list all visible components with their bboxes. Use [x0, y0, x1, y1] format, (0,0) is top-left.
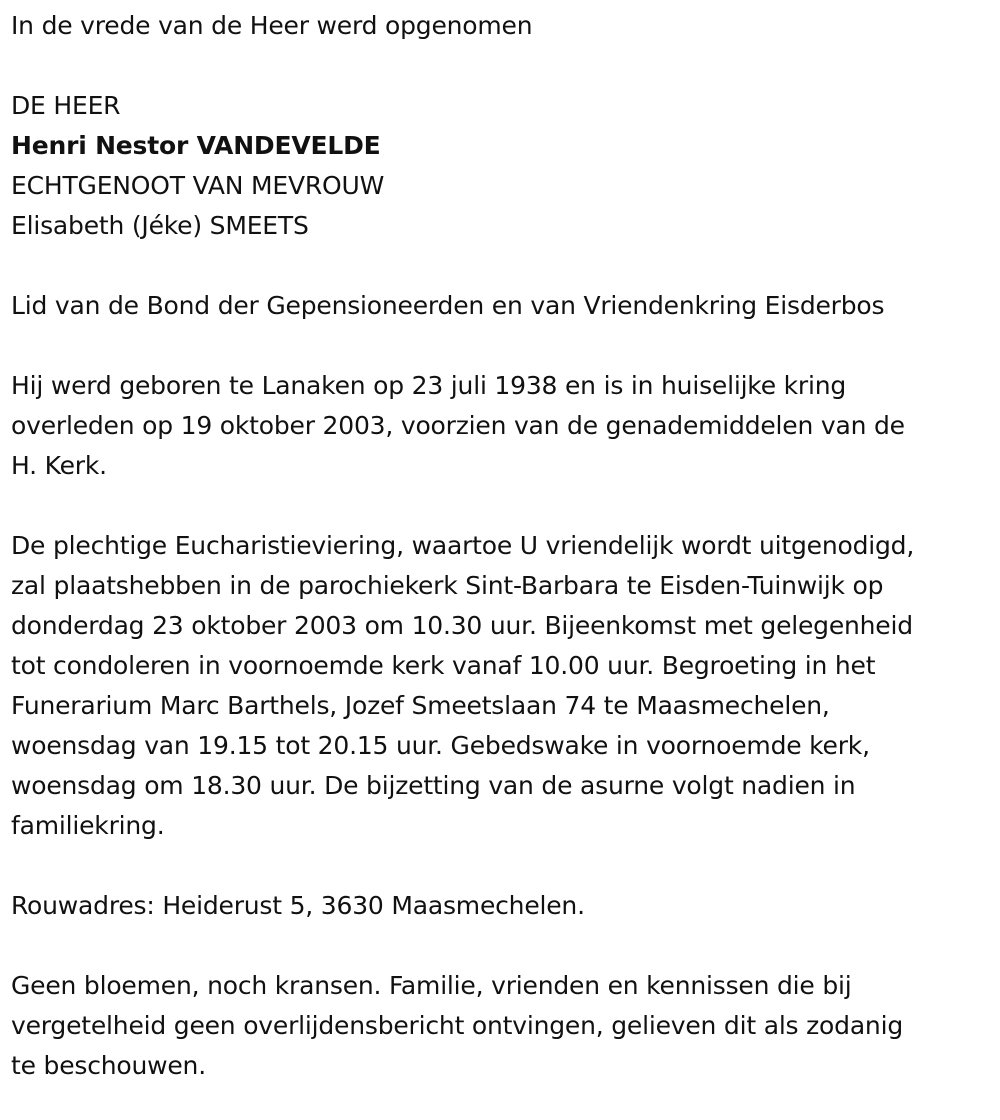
spacer [11, 926, 996, 966]
death-notice [11, 6, 996, 1086]
spacer [11, 46, 996, 86]
intro-line: In de vrede van de Heer werd opgenomen [11, 11, 533, 40]
mourning-address: Rouwadres: Heiderust 5, 3630 Maasmechelen. [11, 891, 585, 920]
spacer [11, 246, 996, 286]
ceremony-paragraph: De plechtige Eucharistieviering, waartoe U vriendelijk wordt uitgenodigd, zal plaatshebben in de parochiekerk Sint-Barbara te Eisden-Tuinwijk op donderdag 23 oktober 2003 om 10.30 uur. Bijeenkomst met gelegenheid tot condoleren in voornoemde kerk vanaf 10.00 uur. Begroeting in het Funerarium Marc Barthels, Jozef Smeetslaan 74 te Maasmechelen, woensdag van 19.15 tot 20.15 uur. Gebedswake in voornoemde kerk, woensdag om 18.30 uur. De bijzetting van de asurne volgt nadien in familiekring. [11, 531, 915, 840]
spacer [11, 846, 996, 886]
birth-death-paragraph: Hij werd geboren te Lanaken op 23 juli 1938 en is in huiselijke kring overleden op 19 oktober 2003, voorzien van de genademiddelen van de H. Kerk. [11, 371, 905, 480]
spouse-name: Elisabeth (Jéke) SMEETS [11, 211, 309, 240]
membership-line: Lid van de Bond der Gepensioneerden en van Vriendenkring Eisderbos [11, 291, 885, 320]
spacer [11, 326, 996, 366]
spouse-label: ECHTGENOOT VAN MEVROUW [11, 171, 385, 200]
spacer [11, 486, 996, 526]
honorific: DE HEER [11, 91, 121, 120]
flowers-paragraph: Geen bloemen, noch kransen. Familie, vrienden en kennissen die bij vergetelheid geen overlijdensbericht ontvingen, gelieven dit als zodanig te beschouwen. [11, 971, 903, 1080]
deceased-name: Henri Nestor VANDEVELDE [11, 131, 381, 160]
